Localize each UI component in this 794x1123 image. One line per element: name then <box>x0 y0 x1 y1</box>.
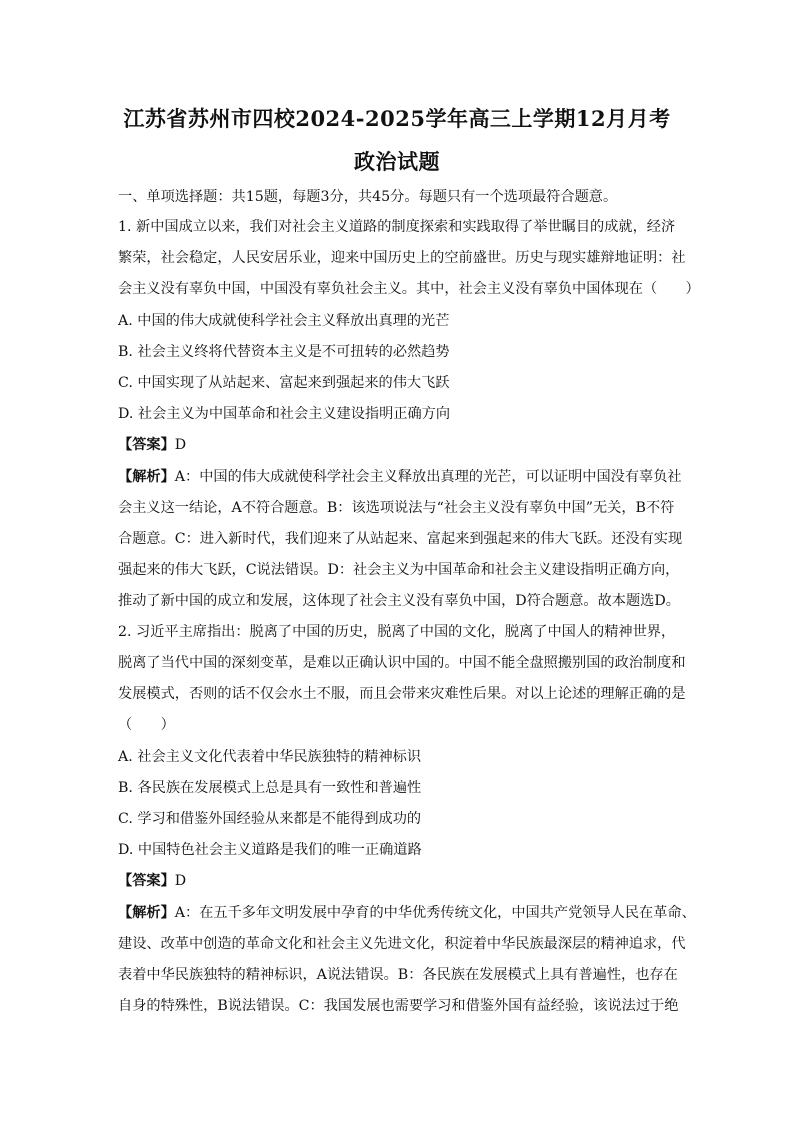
question-1-analysis-line-5: 推动了新中国的成立和发展，这体现了社会主义没有辜负中国，D符合题意。故本题选D。 <box>118 593 680 609</box>
question-2-option-a: A. 社会主义文化代表着中华民族独特的精神标识 <box>118 749 422 765</box>
question-2-stem-line-3: 发展模式，否则的话不仅会水土不服，而且会带来灾难性后果。对以上论述的理解正确的是 <box>118 686 686 702</box>
question-2-answer <box>118 871 678 891</box>
question-1-stem-line-2: 繁荣，社会稳定，人民安居乐业，迎来中国历史上的空前盛世。历史与现实雄辩地证明：社 <box>118 250 686 266</box>
analysis-text: A：在五千多年文明发展中孕育的中华优秀传统文化，中国共产党领导人民在革命、 <box>174 905 696 921</box>
question-1-analysis-line-3: 合题意。C：进入新时代，我们迎来了从站起来、富起来到强起来的伟大飞跃。还没有实现 <box>118 531 683 547</box>
answer-value: D <box>174 437 187 453</box>
question-2-stem-line-2: 脱离了当代中国的深刻变革，是难以正确认识中国的。中国不能全盘照搬别国的政治制度和 <box>118 655 686 671</box>
question-2-option-d: D. 中国特色社会主义道路是我们的唯一正确道路 <box>118 842 422 858</box>
question-2-option-c: C. 学习和借鉴外国经验从来都是不能得到成功的 <box>118 811 422 827</box>
section-header: 一、单项选择题：共15题，每题3分，共45分。每题只有一个选项最符合题意。 <box>118 189 618 205</box>
document-title: 江苏省苏州市四校2024-2025学年高三上学期12月月考 <box>123 106 671 131</box>
question-1-option-a: A. 中国的伟大成就使科学社会主义释放出真理的光芒 <box>118 313 450 329</box>
question-1-answer <box>118 435 678 455</box>
document-subtitle: 政治试题 <box>354 149 440 174</box>
question-2-analysis-line-1 <box>118 903 696 923</box>
answer-label: 【答案】 <box>118 873 175 889</box>
question-2-stem-line-1: 2. 习近平主席指出：脱离了中国的历史，脱离了中国的文化，脱离了中国人的精神世界， <box>118 624 676 640</box>
question-1-option-b: B. 社会主义终将代替资本主义是不可扭转的必然趋势 <box>118 344 450 360</box>
question-2-option-b: B. 各民族在发展模式上总是具有一致性和普遍性 <box>118 780 422 796</box>
analysis-label: 【解析】 <box>118 469 175 485</box>
answer-label: 【答案】 <box>118 437 175 453</box>
answer-value: D <box>174 873 187 889</box>
question-1-analysis-line-4: 强起来的伟大飞跃，C说法错误。D：社会主义为中国革命和社会主义建设指明正确方向， <box>118 562 680 578</box>
question-2-stem-line-4: （ ） <box>118 717 175 733</box>
question-1-option-d: D. 社会主义为中国革命和社会主义建设指明正确方向 <box>118 406 451 422</box>
question-1-stem-line-1: 1. 新中国成立以来，我们对社会主义道路的制度探索和实践取得了举世瞩目的成就，经济 <box>118 219 676 235</box>
question-2-analysis-line-2: 建设、改革中创造的革命文化和社会主义先进文化，积淀着中华民族最深层的精神追求，代 <box>118 936 686 952</box>
question-1-analysis-line-1 <box>118 467 682 487</box>
question-2-analysis-line-4: 自身的特殊性，B说法错误。C：我国发展也需要学习和借鉴外国有益经验，该说法过于绝 <box>118 998 679 1014</box>
question-1-stem-line-3: 会主义没有辜负中国，中国没有辜负社会主义。其中，社会主义没有辜负中国体现在（ ） <box>118 281 700 297</box>
analysis-text: A：中国的伟大成就使科学社会主义释放出真理的光芒，可以证明中国没有辜负社 <box>174 469 682 485</box>
question-2-analysis-line-3: 表着中华民族独特的精神标识，A说法错误。B：各民族在发展模式上具有普遍性，也存在 <box>118 967 678 983</box>
question-1-option-c: C. 中国实现了从站起来、富起来到强起来的伟大飞跃 <box>118 375 450 391</box>
analysis-label: 【解析】 <box>118 905 175 921</box>
question-1-analysis-line-2: 会主义这一结论，A不符合题意。B：该选项说法与“社会主义没有辜负中国”无关，B不符 <box>118 500 675 516</box>
